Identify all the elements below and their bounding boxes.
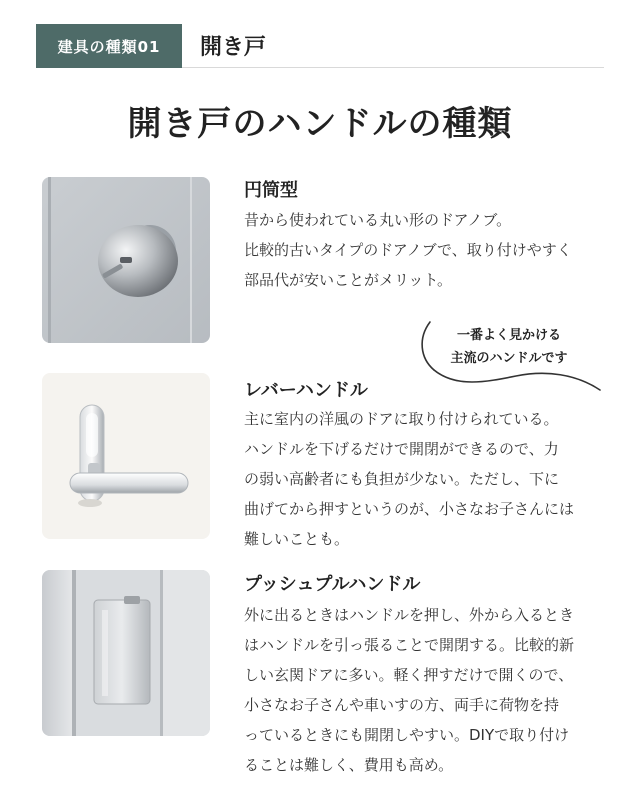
desc-line: はハンドルを引っ張ることで開閉する。比較的新 (244, 636, 575, 654)
type-name-lever: レバーハンドル (244, 380, 368, 401)
lever-handle-icon (42, 373, 210, 539)
callout-bubble (416, 316, 612, 396)
push-pull-handle-image (42, 570, 210, 736)
desc-line: ることは難しく、費用も高め。 (244, 756, 454, 774)
desc-line: 小さなお子さんや車いすの方、両手に荷物を持 (244, 696, 560, 714)
desc-line: 主に室内の洋風のドアに取り付けられている。 (244, 410, 559, 428)
type-desc-lever (244, 404, 614, 554)
header-divider (182, 67, 604, 68)
push-pull-handle-icon (42, 570, 210, 736)
type-name-push-pull: プッシュプルハンドル (244, 574, 421, 595)
callout-line-2: 主流のハンドルです (450, 351, 568, 366)
lever-handle-image (42, 373, 210, 539)
desc-line: 難しいことも。 (244, 530, 350, 548)
desc-line: 比較的古いタイプのドアノブで、取り付けやすく (244, 241, 572, 259)
desc-line: 外に出るときはハンドルを押し、外から入るとき (244, 606, 575, 624)
type-name-cylindrical: 円筒型 (244, 180, 298, 201)
section-title: 開き戸 (200, 35, 267, 60)
desc-line: っているときにも開閉しやすい。DIYで取り付け (244, 726, 570, 744)
desc-line: 部品代が安いことがメリット。 (244, 271, 453, 289)
category-badge: 建具の種類01 (36, 24, 182, 68)
desc-line: 昔から使われている丸い形のドアノブ。 (244, 211, 512, 229)
type-desc-cylindrical (244, 205, 614, 295)
cylindrical-knob-icon (42, 177, 210, 343)
type-desc-push-pull (244, 600, 614, 780)
desc-line: の弱い高齢者にも負担が少ない。ただし、下に (244, 470, 560, 488)
callout-line-1: 一番よく見かける (456, 328, 561, 343)
page-title: 開き戸のハンドルの種類 (127, 104, 513, 144)
cylindrical-knob-image (42, 177, 210, 343)
section-header (36, 24, 604, 68)
desc-line: ハンドルを下げるだけで開閉ができるので、力 (244, 440, 559, 458)
desc-line: しい玄関ドアに多い。軽く押すだけで開くので、 (244, 666, 574, 684)
desc-line: 曲げてから押すというのが、小さなお子さんには (244, 500, 575, 518)
